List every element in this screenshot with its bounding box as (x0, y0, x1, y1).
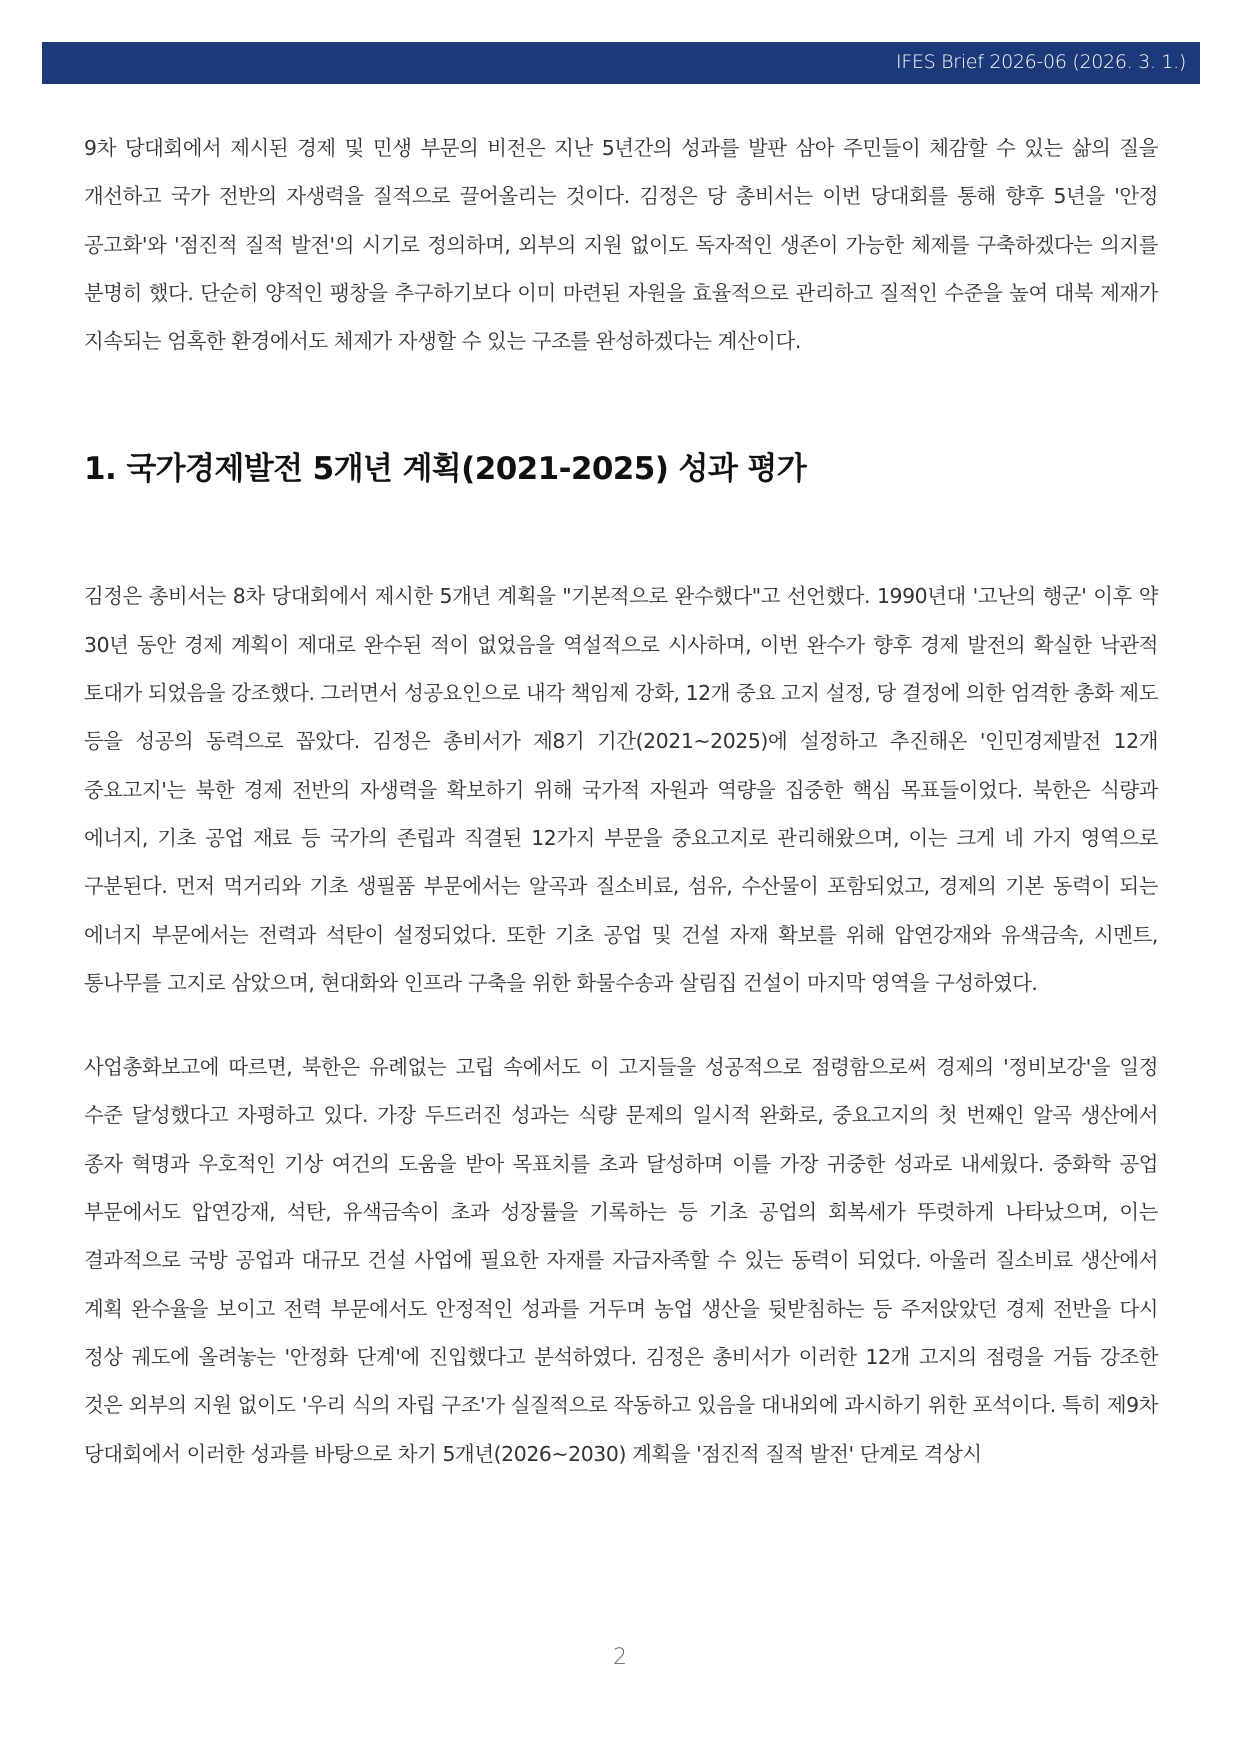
header-bar (42, 42, 1200, 84)
section-paragraph-2: 사업총화보고에 따르면, 북한은 유례없는 고립 속에서도 이 고지들을 성공적으로 점령함으로써 경제의 '정비보강'을 일정 수준 달성했다고 자평하고 있다. 가장 두드러진 성과는 식량 문제의 일시적 완화로, 중요고지의 첫 번째인 알곡 생산에서 종자 혁명과 우호적인 기상 여건의 도움을 받아 목표치를 초과 달성하며 이를 가장 귀중한 성과로 내세웠다. 중화학 공업 부문에서도 압연강재, 석탄, 유색금속이 초과 성장률을 기록하는 등 기초 공업의 회복세가 뚜렷하게 나타났으며, 이는 결과적으로 국방 공업과 대규모 건설 사업에 필요한 자재를 자급자족할 수 있는 동력이 되었다. 아울러 질소비료 생산에서 계획 완수율을 보이고 전력 부문에서도 안정적인 성과를 거두며 농업 생산을 뒷받침하는 등 주저앉았던 경제 전반을 다시 정상 궤도에 올려놓는 '안정화 단계'에 진입했다고 분석하였다. 김정은 총비서가 이러한 12개 고지의 점령을 거듭 강조한 것은 외부의 지원 없이도 '우리 식의 자립 구조'가 실질적으로 작동하고 있음을 대내외에 과시하기 위한 포석이다. 특히 제9차 당대회에서 이러한 성과를 바탕으로 차기 5개년(2026~2030) 계획을 '점진적 질적 발전' 단계로 격상시 (84, 1055, 1158, 1466)
section-paragraph-1: 김정은 총비서는 8차 당대회에서 제시한 5개년 계획을 "기본적으로 완수했다"고 선언했다. 1990년대 '고난의 행군' 이후 약 30년 동안 경제 계획이 제대로 완수된 적이 없었음을 역설적으로 시사하며, 이번 완수가 향후 경제 발전의 확실한 낙관적 토대가 되었음을 강조했다. 그러면서 성공요인으로 내각 책임제 강화, 12개 중요 고지 설정, 당 결정에 의한 엄격한 총화 제도 등을 성공의 동력으로 꼽았다. 김정은 총비서가 제8기 기간(2021~2025)에 설정하고 추진해온 '인민경제발전 12개 중요고지'는 북한 경제 전반의 자생력을 확보하기 위해 국가적 자원과 역량을 집중한 핵심 목표들이었다. 북한은 식량과 에너지, 기초 공업 재료 등 국가의 존립과 직결된 12가지 부문을 중요고지로 관리해왔으며, 이는 크게 네 가지 영역으로 구분된다. 먼저 먹거리와 기초 생필품 부문에서는 알곡과 질소비료, 섬유, 수산물이 포함되었고, 경제의 기본 동력이 되는 에너지 부문에서는 전력과 석탄이 설정되었다. 또한 기초 공업 및 건설 자재 확보를 위해 압연강재와 유색금속, 시멘트, 통나무를 고지로 삼았으며, 현대화와 인프라 구축을 위한 화물수송과 살림집 건설이 마지막 영역을 구성하였다. (84, 584, 1158, 995)
section-heading: 1. 국가경제발전 5개년 계획(2021-2025) 성과 평가 (84, 451, 807, 488)
page-number: 2 (613, 1645, 627, 1670)
document-header-title: IFES Brief 2026-06 (2026. 3. 1.) (896, 51, 1186, 73)
intro-paragraph: 9차 당대회에서 제시된 경제 및 민생 부문의 비전은 지난 5년간의 성과를 발판 삼아 주민들이 체감할 수 있는 삶의 질을 개선하고 국가 전반의 자생력을 질적으로 끌어올리는 것이다. 김정은 당 총비서는 이번 당대회를 통해 향후 5년을 '안정 공고화'와 '점진적 질적 발전'의 시기로 정의하며, 외부의 지원 없이도 독자적인 생존이 가능한 체제를 구축하겠다는 의지를 분명히 했다. 단순히 양적인 팽창을 추구하기보다 이미 마련된 자원을 효율적으로 관리하고 질적인 수준을 높여 대북 제재가 지속되는 엄혹한 환경에서도 체제가 자생할 수 있는 구조를 완성하겠다는 계산이다. (84, 136, 1158, 354)
document-body (84, 124, 1158, 1478)
